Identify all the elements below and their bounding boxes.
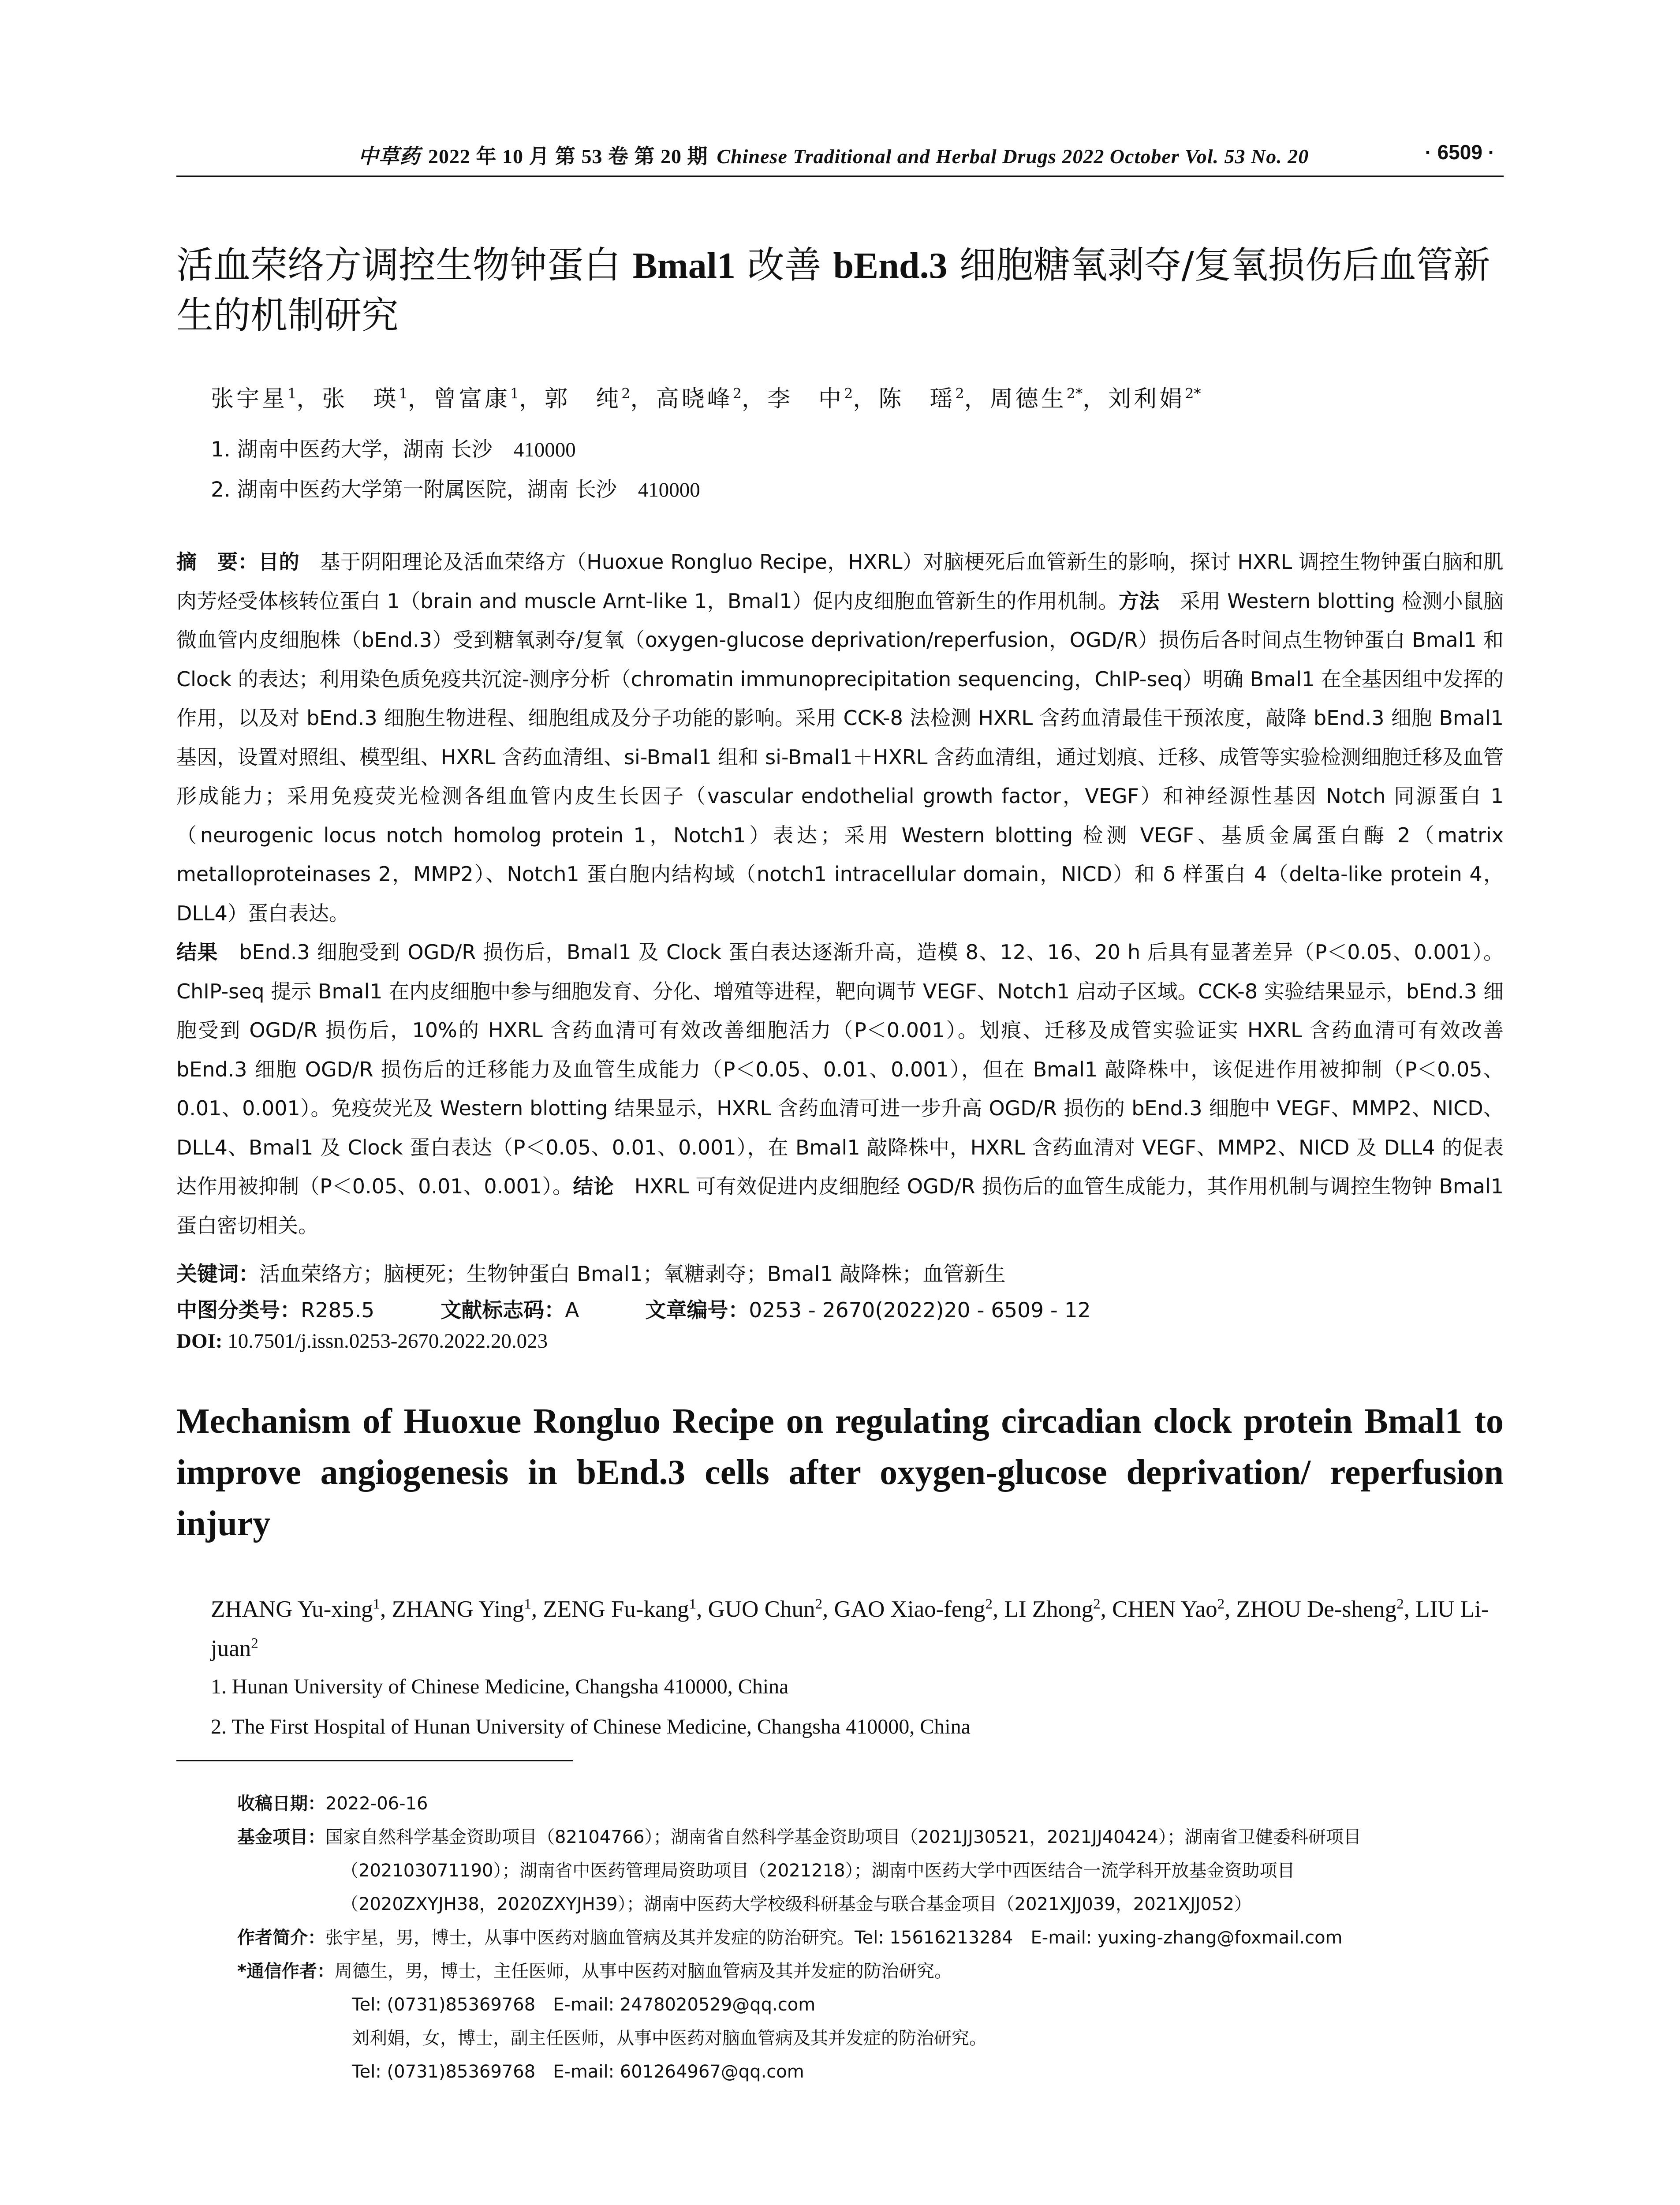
doc-code-value: A <box>565 1298 579 1323</box>
corresponding-contact-2: Tel: (0731)85369768 E-mail: 601264967@qq.com <box>352 2062 804 2082</box>
author-en: CHEN Yao$^2$ <box>1112 1596 1225 1622</box>
objective-text: 基于阴阳理论及活血荣络方（Huoxue Rongluo Recipe，HXRL）对脑梗死后血管新生的影响，探讨 HXRL 调控生物钟蛋白脑和肌肉芳烃受体核转位蛋白 1（brain and muscle Arnt-like 1，Bmal1）促内皮细胞血管新生的作用机制。 <box>176 550 1504 613</box>
affiliation-cn-2: 2. 湖南中医药大学第一附属医院，湖南 长沙 410000 <box>211 478 700 502</box>
author-en: GAO Xiao-feng$^2$ <box>834 1596 993 1622</box>
footnotes <box>237 1787 1504 2089</box>
author-en: ZHOU De-sheng$^2$ <box>1236 1596 1404 1622</box>
author-en: ZHANG Ying$^1$ <box>392 1596 531 1622</box>
title-cn-bold: bEnd.3 <box>833 245 948 286</box>
running-header-left <box>358 140 1309 169</box>
article-no-value: 0253 - 2670(2022)20 - 6509 - 12 <box>749 1298 1091 1323</box>
author-cn: 刘利娟$^{2*}$ <box>1108 385 1201 412</box>
journal-name-cn: 中草药 <box>358 145 420 168</box>
affiliation-cn-1: 1. 湖南中医药大学，湖南 长沙 410000 <box>211 437 576 462</box>
corresponding-author-1: *通信作者：周德生，男，博士，主任医师，从事中医药对脑血管病及其并发症的防治研究。 <box>237 1961 952 1981</box>
author-cn: 李 中$^2$ <box>767 385 853 412</box>
clc-label: 中图分类号： <box>176 1298 301 1323</box>
issue-cn: 2022 年 10 月 第 53 卷 第 20 期 <box>428 145 708 168</box>
clc-value: R285.5 <box>301 1298 375 1323</box>
title-en: Mechanism of Huoxue Rongluo Recipe on regulating circadian clock protein Bmal1 to improve angiogenesis in bEnd.3 cells after oxygen-glucose deprivation/ reperfusion injury <box>176 1402 1504 1543</box>
author-en: ZHANG Yu-xing$^1$ <box>211 1596 381 1622</box>
author-cn: 曾富康$^1$ <box>433 385 519 412</box>
authors-en: ZHANG Yu-xing$^1$, ZHANG Ying$^1$, ZENG Fu-kang$^1$, GUO Chun$^2$, GAO Xiao-feng$^2$, LI Zhong$^2$, CHEN Yao$^2$, ZHOU De-sheng$^2$, LIU Li-juan$^2$ <box>211 1596 1489 1662</box>
conclusion-text: HXRL 可有效促进内皮细胞经 OGD/R 损伤后的血管生成能力，其作用机制与调控生物钟 Bmal1 蛋白密切相关。 <box>176 1174 1504 1237</box>
affiliation-en-2: 2. The First Hospital of Hunan University of Chinese Medicine, Changsha 410000, China <box>211 1715 971 1738</box>
objective-label: 目的 <box>258 550 300 574</box>
author-en: ZENG Fu-kang$^1$ <box>543 1596 697 1622</box>
author-bio: 作者简介：张宇星，男，博士，从事中医药对脑血管病及其并发症的防治研究。Tel: 15616213284 E-mail: yuxing-zhang@foxmail.com <box>237 1928 1343 1948</box>
title-cn-part: 活血荣络方调控生物钟蛋白 <box>176 243 633 287</box>
article-no-label: 文章编号： <box>645 1298 749 1323</box>
title-cn <box>176 240 1504 340</box>
doi-label: DOI: <box>176 1330 223 1353</box>
keywords-label: 关键词： <box>176 1262 259 1286</box>
author-cn: 陈 瑶$^2$ <box>878 385 964 412</box>
author-cn: 周德生$^{2*}$ <box>989 385 1083 412</box>
funding-line: （2020ZXYJH38，2020ZXYJH39）；湖南中医药大学校级科研基金与联合基金项目（2021XJJ039，2021XJJ052） <box>341 1894 1252 1914</box>
corresponding-contact-1: Tel: (0731)85369768 E-mail: 2478020529@qq.com <box>352 1995 816 2015</box>
keywords-text: 活血荣络方；脑梗死；生物钟蛋白 Bmal1；氧糖剥夺；Bmal1 敲降株；血管新生 <box>259 1262 1006 1286</box>
author-cn: 张 瑛$^1$ <box>322 385 408 412</box>
received-date: 收稿日期：2022-06-16 <box>237 1794 428 1814</box>
running-header <box>176 140 1504 171</box>
conclusion-label: 结论 <box>573 1174 614 1198</box>
authors-cn: 张宇星$^1$，张 瑛$^1$，曾富康$^1$，郭 纯$^2$，高晓峰$^2$，李 中$^2$，陈 瑶$^2$，周德生$^{2*}$，刘利娟$^{2*}$ <box>211 385 1201 412</box>
footnote-rule <box>176 1760 573 1761</box>
results-text: bEnd.3 细胞受到 OGD/R 损伤后，Bmal1 及 Clock 蛋白表达逐渐升高，造模 8、12、16、20 h 后具有显著差异（P＜0.05、0.001）。ChIP-seq 提示 Bmal1 在内皮细胞中参与细胞发育、分化、增殖等进程，靶向调节 VEGF、Notch1 启动子区域。CCK-8 实验结果显示，bEnd.3 细胞受到 OGD/R 损伤后，10%的 HXRL 含药血清可有效改善细胞活力（P＜0.001）。划痕、迁移及成管实验证实 HXRL 含药血清可有效改善 bEnd.3 细胞 OGD/R 损伤后的迁移能力及血管生成能力（P＜0.05、0.01、0.001），但在 Bmal1 敲降株中，该促进作用被抑制（P＜0.05、0.01、0.001）。免疫荧光及 Western blotting 结果显示，HXRL 含药血清可进一步升高 OGD/R 损伤的 bEnd.3 细胞中 VEGF、MMP2、NICD、DLL4、Bmal1 及 Clock 蛋白表达（P＜0.05、0.01、0.001），在 Bmal1 敲降株中，HXRL 含药血清对 VEGF、MMP2、NICD 及 DLL4 的促表达作用被抑制（P＜0.05、0.01、0.001）。 <box>176 940 1504 1198</box>
doc-code-label: 文献标志码： <box>441 1298 565 1323</box>
author-en: LIU Li-juan$^2$ <box>211 1596 1489 1662</box>
page-number: · 6509 · <box>1425 141 1495 164</box>
header-rule <box>176 176 1504 177</box>
author-cn: 高晓峰$^2$ <box>656 385 742 412</box>
abstract-label: 摘 要： <box>176 550 259 574</box>
funding-line: （202103071190）；湖南省中医药管理局资助项目（2021218）；湖南中医药大学中西医结合一流学科开放基金资助项目 <box>341 1861 1295 1881</box>
journal-name-en: Chinese Traditional and Herbal Drugs 2022 October Vol. 53 No. 20 <box>717 145 1309 168</box>
abstract-cn <box>176 542 1504 1245</box>
affiliation-en-1: 1. Hunan University of Chinese Medicine, Changsha 410000, China <box>211 1675 789 1698</box>
title-cn-part: 改善 <box>735 243 833 287</box>
author-cn: 张宇星$^1$ <box>211 385 297 412</box>
keywords <box>176 1258 1005 1287</box>
title-cn-bold: Bmal1 <box>632 245 736 286</box>
funding: 基金项目：国家自然科学基金资助项目（82104766）；湖南省自然科学基金资助项目（2021JJ30521，2021JJ40424）；湖南省卫健委科研项目 <box>237 1827 1361 1847</box>
author-en: LI Zhong$^2$ <box>1004 1596 1101 1622</box>
classification-line <box>176 1294 1157 1323</box>
doi-line <box>176 1329 548 1353</box>
author-cn: 郭 纯$^2$ <box>545 385 631 412</box>
corresponding-author-2: 刘利娟，女，博士，副主任医师，从事中医药对脑血管病及其并发症的防治研究。 <box>352 2028 987 2048</box>
title-cn-part: 细胞糖氧剥夺/复氧损伤后血管新生的机制研究 <box>176 243 1490 337</box>
author-en: GUO Chun$^2$ <box>708 1596 823 1622</box>
doi-value[interactable]: 10.7501/j.issn.0253-2670.2022.20.023 <box>228 1330 548 1353</box>
results-label: 结果 <box>176 940 218 964</box>
methods-text: 采用 Western blotting 检测小鼠脑微血管内皮细胞株（bEnd.3）受到糖氧剥夺/复氧（oxygen-glucose deprivation/reperfusion，OGD/R）损伤后各时间点生物钟蛋白 Bmal1 和 Clock 的表达；利用染色质免疫共沉淀-测序分析（chromatin immunoprecipitation sequencing，ChIP-seq）明确 Bmal1 在全基因组中发挥的作用，以及对 bEnd.3 细胞生物进程、细胞组成及分子功能的影响。采用 CCK-8 法检测 HXRL 含药血清最佳干预浓度，敲降 bEnd.3 细胞 Bmal1 基因，设置对照组、模型组、HXRL 含药血清组、si-Bmal1 组和 si-Bmal1＋HXRL 含药血清组，通过划痕、迁移、成管等实验检测细胞迁移及血管形成能力；采用免疫荧光检测各组血管内皮生长因子（vascular endothelial growth factor，VEGF）和神经源性基因 Notch 同源蛋白 1（neurogenic locus notch homolog protein 1，Notch1）表达；采用 Western blotting 检测 VEGF、基质金属蛋白酶 2（matrix metalloproteinases 2，MMP2）、Notch1 蛋白胞内结构域（notch1 intracellular domain，NICD）和 δ 样蛋白 4（delta-like protein 4，DLL4）蛋白表达。 <box>176 589 1504 925</box>
methods-label: 方法 <box>1119 589 1160 613</box>
